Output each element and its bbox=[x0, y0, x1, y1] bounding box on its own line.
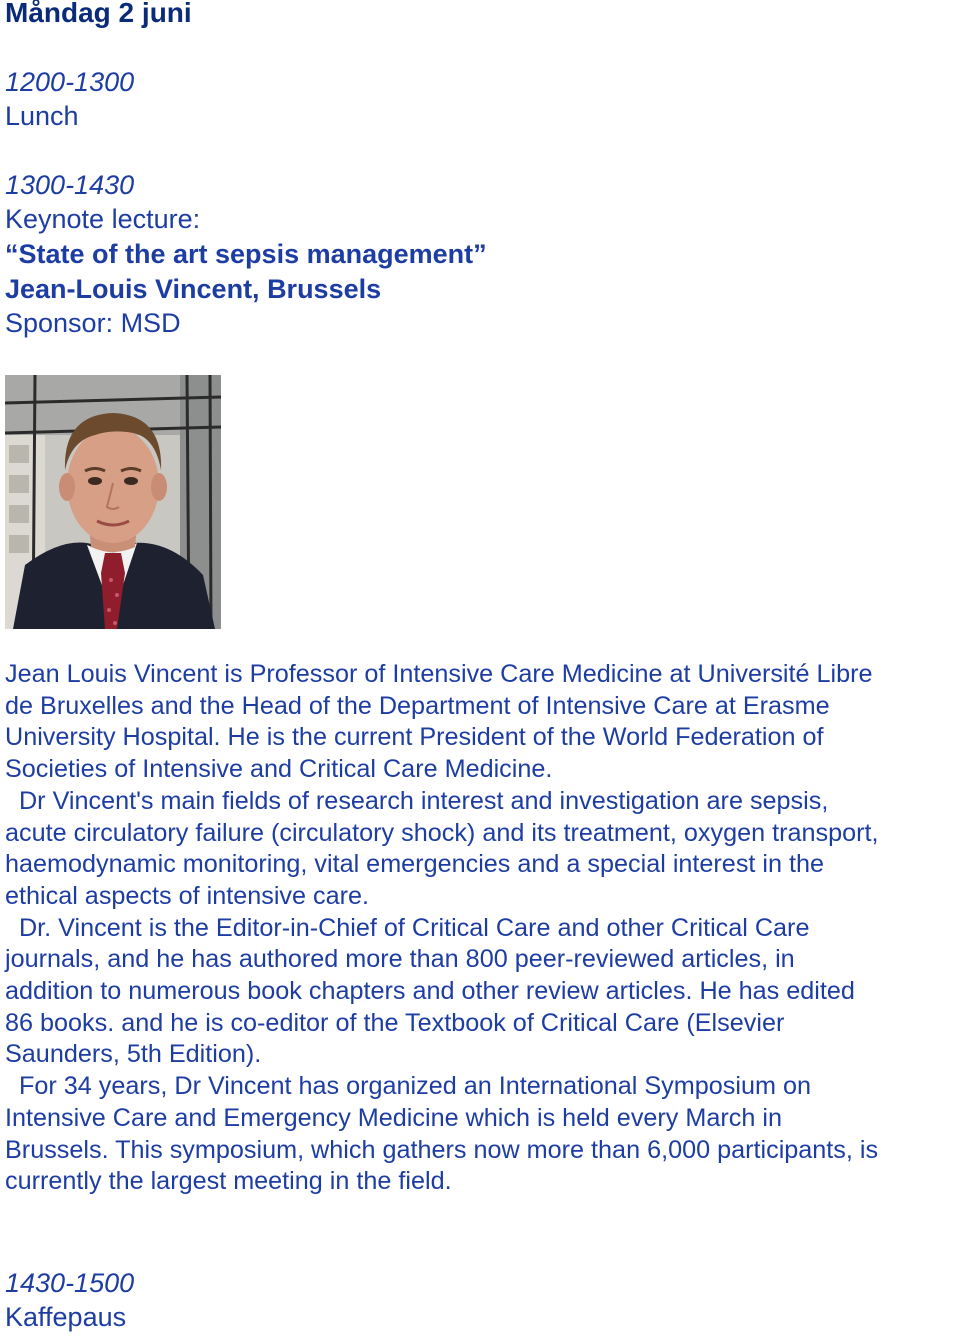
session-label-lunch: Lunch bbox=[5, 101, 79, 131]
bio-line: journals, and he has authored more than 800 peer-reviewed articles, in bbox=[5, 945, 795, 974]
bio-line: University Hospital. He is the current President of the World Federation of bbox=[5, 723, 824, 752]
bio-line: addition to numerous book chapters and other review articles. He has edited bbox=[5, 977, 855, 1006]
session-time-coffee: 1430-1500 bbox=[5, 1268, 135, 1298]
bio-line: Jean Louis Vincent is Professor of Intensive Care Medicine at Université Libre bbox=[5, 660, 873, 688]
bio-line: ethical aspects of intensive care. bbox=[5, 881, 370, 910]
bio-line: Saunders, 5th Edition). bbox=[5, 1040, 262, 1069]
bio-line: Dr Vincent's main fields of research interest and investigation are sepsis, bbox=[5, 786, 829, 815]
bio-line: Brussels. This symposium, which gathers now more than 6,000 participants, is bbox=[5, 1135, 879, 1164]
day-heading: Måndag 2 juni bbox=[5, 0, 192, 28]
speaker-bio bbox=[5, 659, 960, 1198]
session-time-lunch: 1200-1300 bbox=[5, 67, 135, 97]
bio-line: Dr. Vincent is the Editor-in-Chief of Critical Care and other Critical Care bbox=[5, 913, 810, 942]
keynote-speaker: Jean-Louis Vincent, Brussels bbox=[5, 274, 382, 304]
bio-line: For 34 years, Dr Vincent has organized an International Symposium on bbox=[5, 1072, 811, 1101]
session-time-keynote: 1300-1430 bbox=[5, 170, 135, 200]
bio-line: haemodynamic monitoring, vital emergencies and a special interest in the bbox=[5, 850, 825, 879]
bio-line: acute circulatory failure (circulatory shock) and its treatment, oxygen transport, bbox=[5, 818, 879, 847]
session-label-coffee: Kaffepaus bbox=[5, 1302, 127, 1332]
bio-line: de Bruxelles and the Head of the Department of Intensive Care at Erasme bbox=[5, 691, 830, 720]
keynote-sponsor: Sponsor: MSD bbox=[5, 308, 181, 338]
speaker-photo bbox=[5, 375, 221, 629]
bio-line: Societies of Intensive and Critical Care Medicine. bbox=[5, 755, 553, 784]
bio-line: 86 books. and he is co-editor of the Textbook of Critical Care (Elsevier bbox=[5, 1008, 785, 1037]
bio-line: Intensive Care and Emergency Medicine which is held every March in bbox=[5, 1103, 782, 1132]
keynote-title: “State of the art sepsis management” bbox=[5, 239, 487, 269]
bio-line: currently the largest meeting in the field. bbox=[5, 1167, 452, 1196]
session-type-keynote: Keynote lecture: bbox=[5, 204, 201, 234]
